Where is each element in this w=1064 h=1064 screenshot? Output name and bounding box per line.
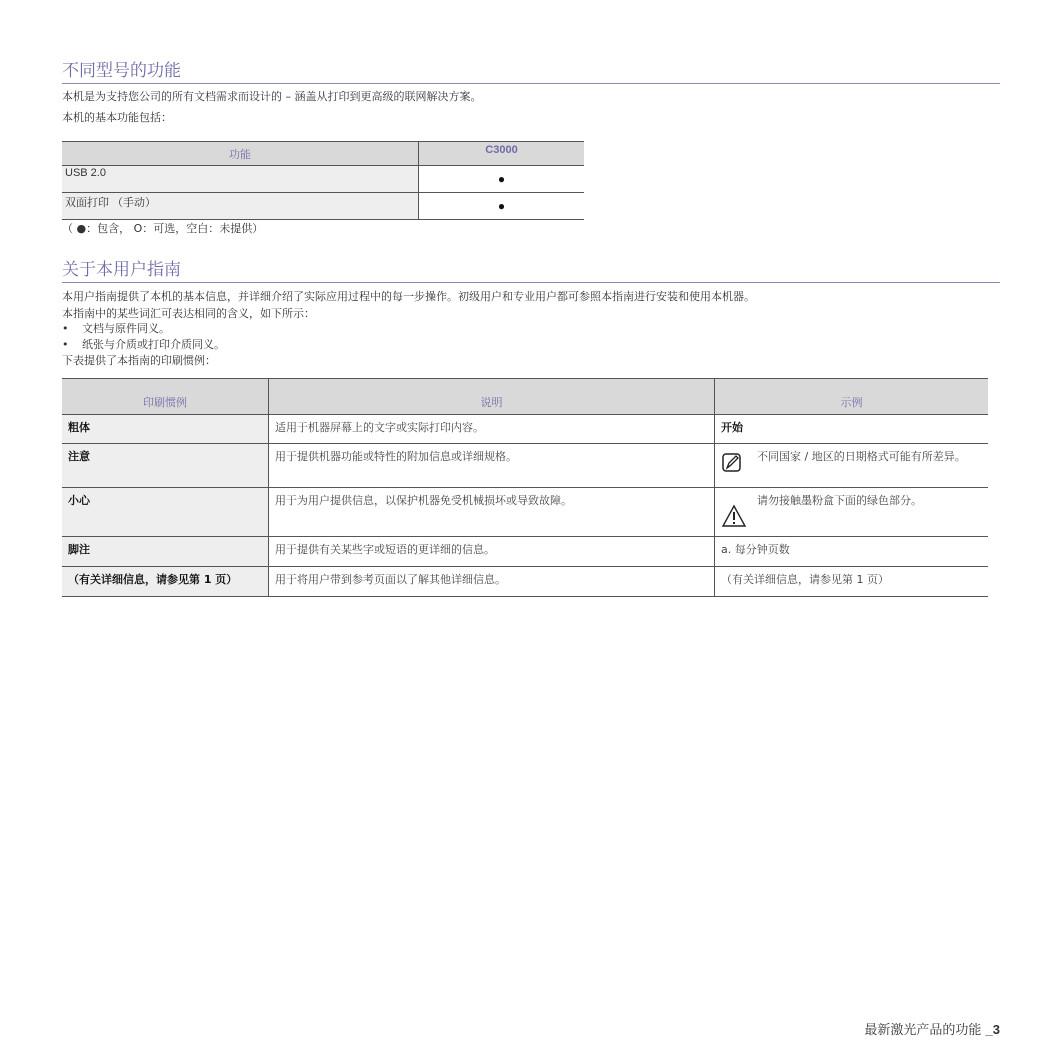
- description-cell: 用于提供有关某些字或短语的更详细的信息。: [269, 537, 715, 567]
- section-title-about-guide: 关于本用户指南: [62, 259, 1000, 283]
- guide-paragraph: 本用户指南提供了本机的基本信息，并详细介绍了实际应用过程中的每一步操作。初级用户和专业用户都可参照本指南进行安装和使用本机器。: [62, 290, 755, 303]
- list-item: [62, 322, 170, 336]
- bullet-icon: •: [62, 322, 69, 335]
- example-text: 请勿接触墨粉盒下面的绿色部分。: [757, 494, 922, 507]
- page-number: _3: [985, 1022, 1000, 1037]
- synonyms-intro: 本指南中的某些词汇可表达相同的含义，如下所示：: [62, 307, 315, 320]
- warning-triangle-icon: [721, 494, 757, 532]
- page-footer: [864, 1019, 1000, 1038]
- bullet-text: 文档与原件同义。: [82, 322, 170, 335]
- header-feature: 功能: [62, 142, 419, 166]
- bullet-text: 纸张与介质或打印介质同义。: [82, 338, 225, 351]
- example-text: 不同国家 / 地区的日期格式可能有所差异。: [757, 450, 966, 463]
- header-convention: 印刷惯例: [62, 379, 269, 415]
- description-cell: 用于为用户提供信息，以保护机器免受机械损坏或导致故障。: [269, 488, 715, 537]
- example-cell: a. 每分钟页数: [715, 537, 989, 567]
- note-pencil-icon: [721, 450, 757, 478]
- conventions-intro: 下表提供了本指南的印刷惯例：: [62, 354, 216, 367]
- feature-cell: USB 2.0: [62, 166, 419, 193]
- features-subtitle: 本机的基本功能包括：: [62, 111, 172, 124]
- example-cell: [715, 444, 989, 488]
- header-description: 说明: [269, 379, 715, 415]
- feature-cell: 双面打印 （手动）: [62, 193, 419, 220]
- header-model: C3000: [419, 142, 585, 166]
- list-item: [62, 338, 225, 352]
- convention-cell: 注意: [62, 444, 269, 488]
- intro-paragraph: 本机是为支持您公司的所有文档需求而设计的 – 涵盖从打印到更高级的联网解决方案。: [62, 90, 482, 103]
- convention-cell: 粗体: [62, 415, 269, 444]
- example-cell: [715, 488, 989, 537]
- feature-table-header: [62, 142, 584, 166]
- conventions-table-header: [62, 379, 988, 415]
- feature-table: [62, 141, 584, 220]
- example-cell: （有关详细信息，请参见第 1 页）: [715, 567, 989, 597]
- convention-cell: （有关详细信息，请参见第 1 页）: [62, 567, 269, 597]
- section-title-model-features: 不同型号的功能: [62, 60, 1000, 84]
- table-row: [62, 193, 584, 220]
- header-example: 示例: [715, 379, 989, 415]
- footer-title: 最新激光产品的功能: [864, 1023, 986, 1038]
- description-cell: 用于将用户带到参考页面以了解其他详细信息。: [269, 567, 715, 597]
- table-row: [62, 537, 988, 567]
- table-row: [62, 166, 584, 193]
- table-row: [62, 488, 988, 537]
- support-dot: ●: [419, 193, 585, 220]
- table-row: [62, 415, 988, 444]
- description-cell: 适用于机器屏幕上的文字或实际打印内容。: [269, 415, 715, 444]
- description-cell: 用于提供机器功能或特性的附加信息或详细规格。: [269, 444, 715, 488]
- table-row: [62, 567, 988, 597]
- legend-text: （ ●：包含， O：可选，空白：未提供）: [62, 222, 264, 235]
- support-dot: ●: [419, 166, 585, 193]
- conventions-table: [62, 378, 988, 597]
- convention-cell: 小心: [62, 488, 269, 537]
- example-cell: 开始: [715, 415, 989, 444]
- bullet-icon: •: [62, 338, 69, 351]
- convention-cell: 脚注: [62, 537, 269, 567]
- table-row: [62, 444, 988, 488]
